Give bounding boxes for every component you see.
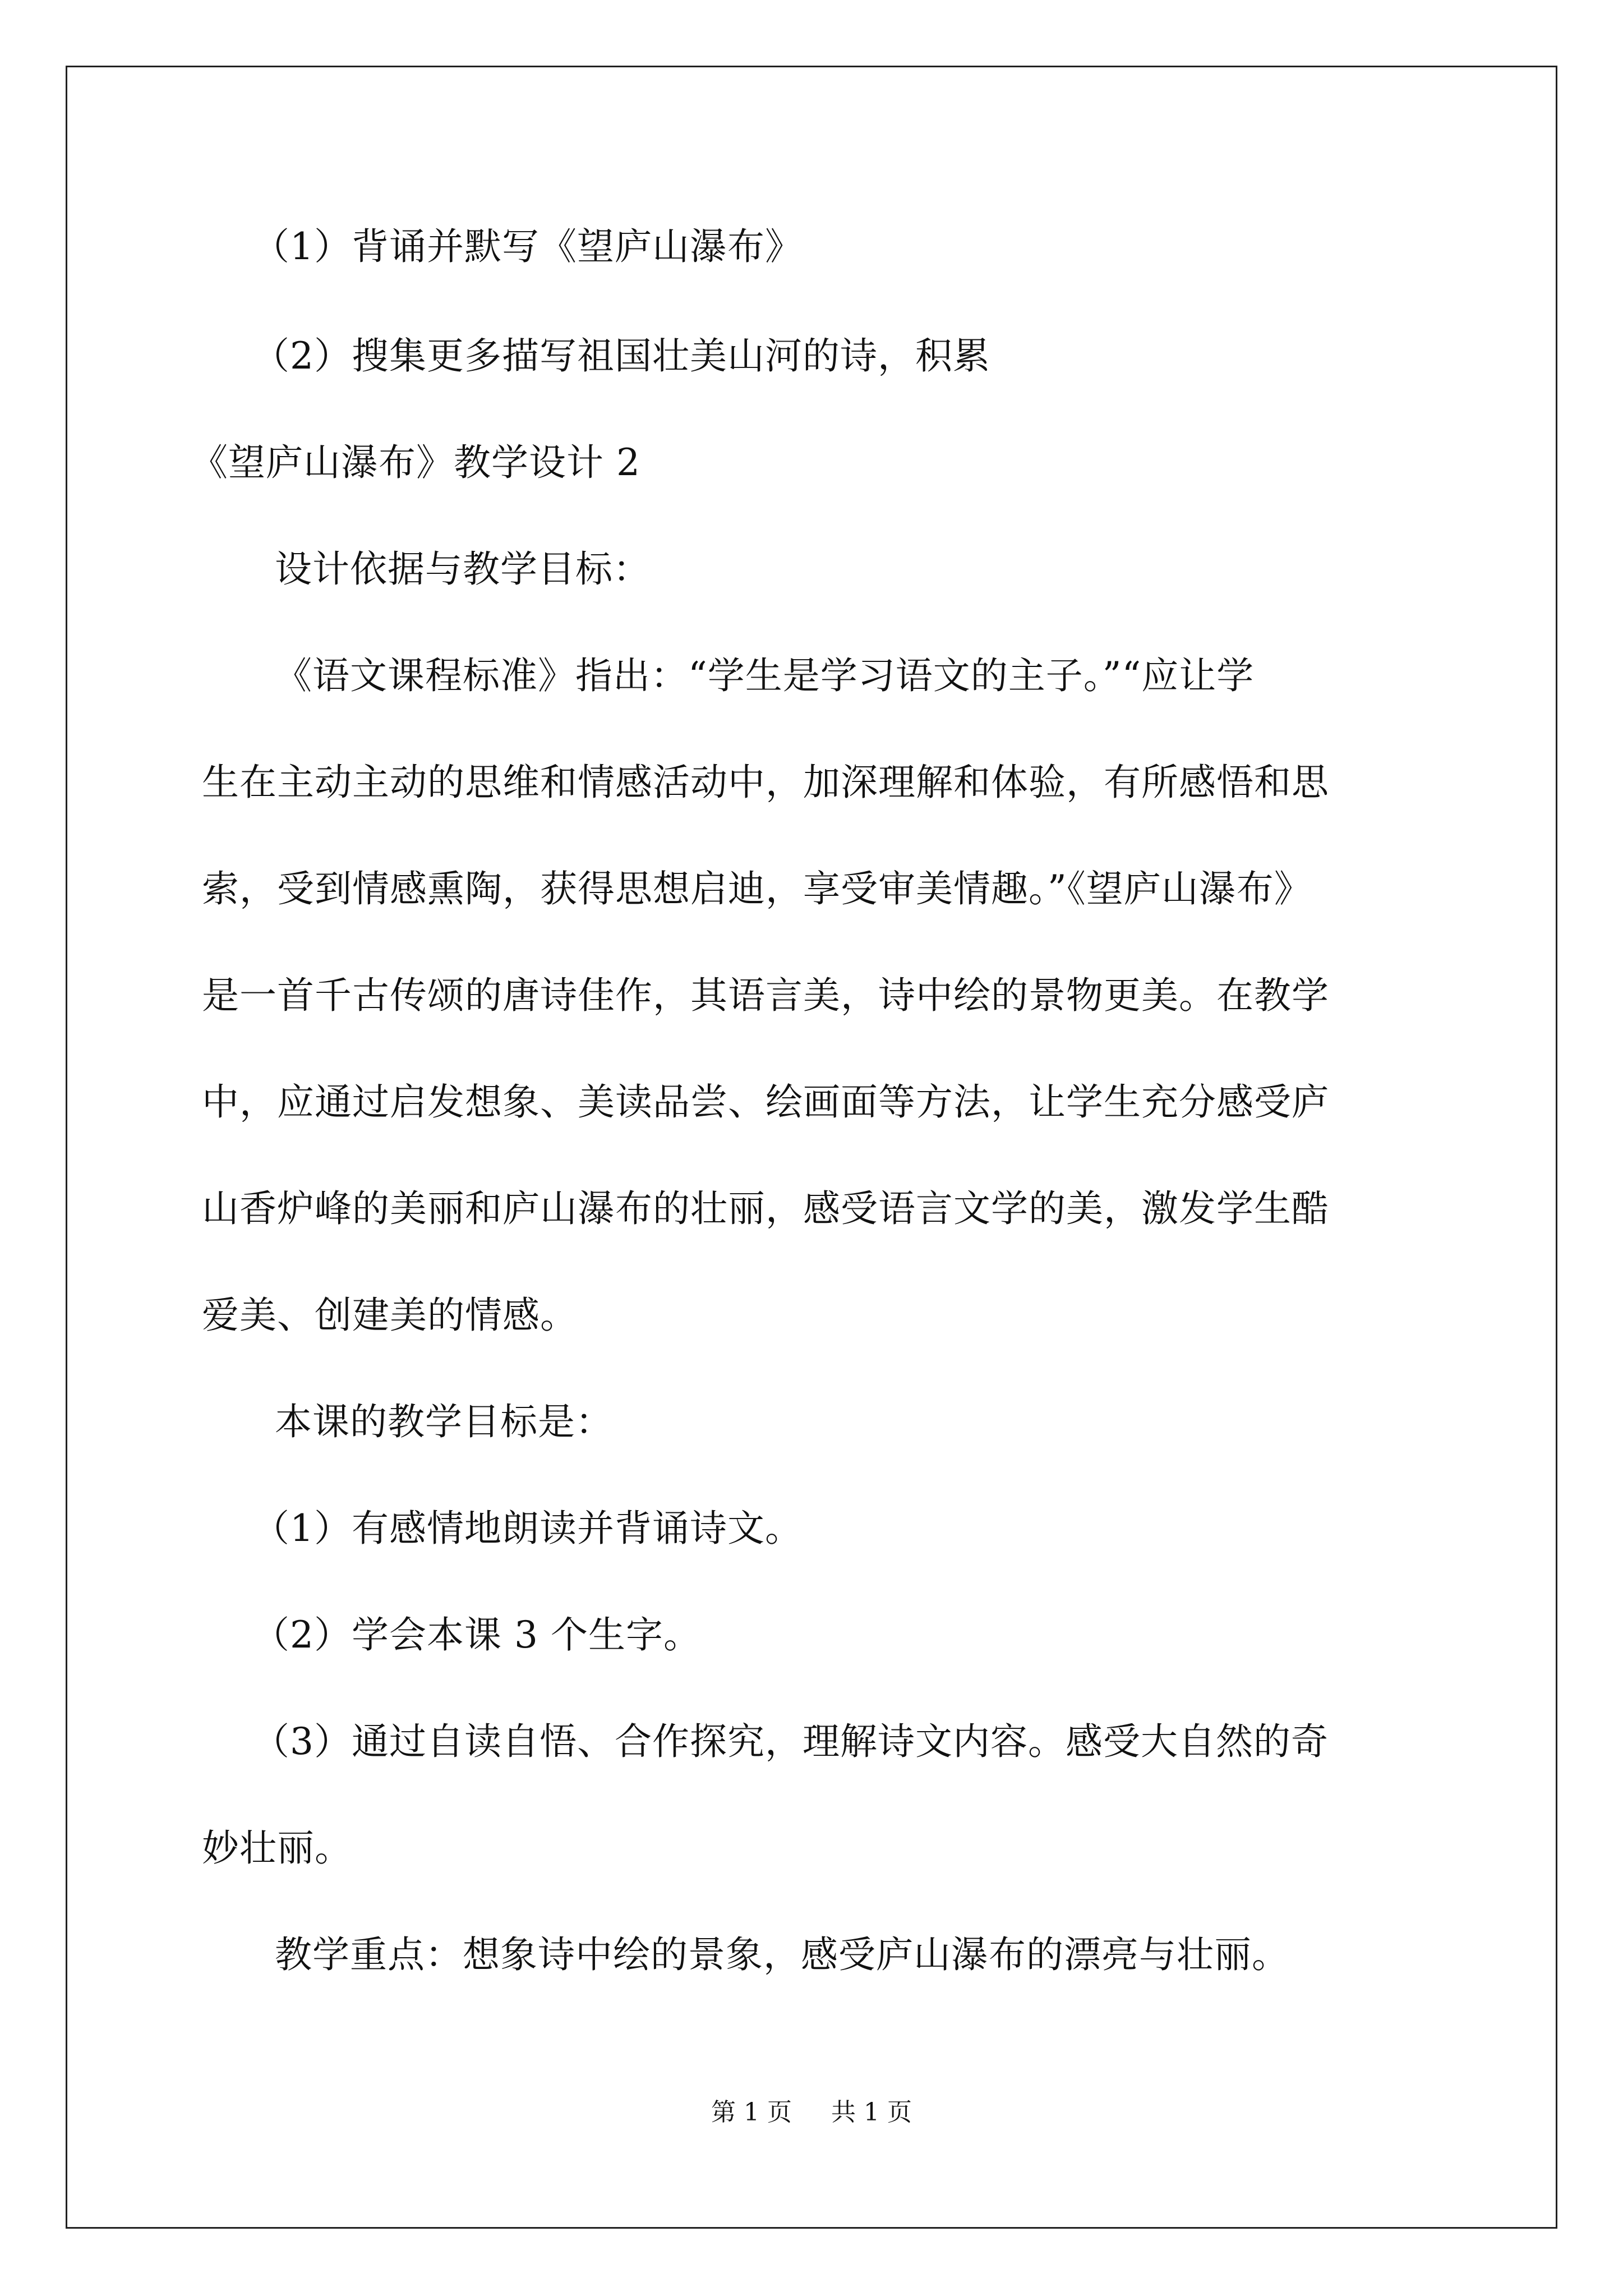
text-line-heading-basis: 设计依据与教学目标： — [275, 547, 651, 591]
goal-item-3: （3）通过自读自悟、合作探究，理解诗文内容。感受大自然的奇 — [252, 1720, 1329, 1763]
goal-item-1: （1）有感情地朗读并背诵诗文。 — [252, 1507, 803, 1550]
page-footer — [0, 2097, 1623, 2128]
page-number: 第 1 页 — [711, 2098, 792, 2127]
page-border — [66, 66, 1557, 2229]
paragraph-line-3: 索，受到情感熏陶，获得思想启迪，享受审美情趣。”《望庐山瀑布》 — [202, 867, 1312, 910]
text-line-assignment-1: （1）背诵并默写《望庐山瀑布》 — [252, 225, 803, 268]
page-total: 共 1 页 — [831, 2098, 912, 2127]
paragraph-line-5: 中，应通过启发想象、美读品尝、绘画面等方法，让学生充分感受庐 — [202, 1080, 1329, 1124]
goal-item-2: （2）学会本课 3 个生字。 — [252, 1613, 701, 1657]
paragraph-line-1: 《语文课程标准》指出：“学生是学习语文的主子。”“应让学 — [275, 654, 1255, 697]
goal-item-3-continuation: 妙壮丽。 — [202, 1826, 352, 1870]
section-title: 《望庐山瀑布》教学设计 2 — [191, 441, 640, 484]
text-line-assignment-2: （2）搜集更多描写祖国壮美山河的诗，积累 — [252, 334, 990, 378]
paragraph-line-2: 生在主动主动的思维和情感活动中，加深理解和体验，有所感悟和思 — [202, 761, 1329, 804]
text-line-key-point: 教学重点：想象诗中绘的景象，感受庐山瀑布的漂亮与壮丽。 — [275, 1933, 1289, 1976]
text-line-goals-heading: 本课的教学目标是： — [275, 1400, 613, 1443]
paragraph-line-7: 爱美、创建美的情感。 — [202, 1294, 578, 1337]
paragraph-line-6: 山香炉峰的美丽和庐山瀑布的壮丽，感受语言文学的美，激发学生酷 — [202, 1187, 1329, 1230]
paragraph-line-4: 是一首千古传颂的唐诗佳作，其语言美，诗中绘的景物更美。在教学 — [202, 974, 1329, 1017]
